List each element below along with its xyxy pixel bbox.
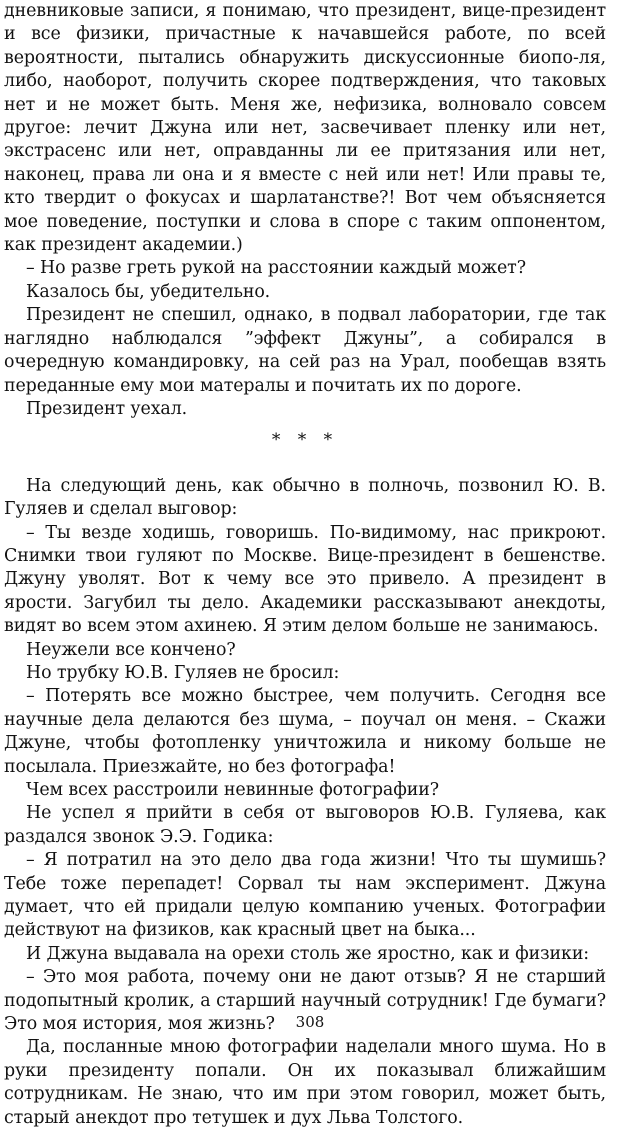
- paragraph: – Я потратил на это дело два года жизни! Что ты шумишь? Тебе тоже перепадет! Сорвал ты нам эксперимент. Джуна думает, что ей придали целую компанию ученых. Фотографии действуют на физиков, как красный цвет на быка...: [4, 850, 606, 941]
- section-separator: * * *: [271, 430, 339, 451]
- paragraph: Президент не спешил, однако, в подвал лаборатории, где так наглядно наблюдался ”эффект Джуны”, а собирался в очередную командировку, на сей раз на Урал, пообещав взять переданные ему мои матералы и почитать их по дороге.: [4, 305, 606, 396]
- paragraph: Президент уехал.: [26, 398, 188, 419]
- paragraph: – Ты везде ходишь, говоришь. По-видимому, нас прикроют. Снимки твои гуляют по Москве. Вице-президент в бешенстве. Джуну уволят. Вот к чему все это привело. А президент в ярости. Загубил ты дело. Академики рассказывают анекдоты, видят во всем этом ахинею. Я этим делом больше не занимаюсь.: [4, 522, 606, 637]
- paragraph: Неужели все кончено?: [26, 639, 236, 660]
- paragraph: На следующий день, как обычно в полночь, позвонил Ю. В. Гуляев и сделал выговор:: [4, 475, 606, 520]
- paragraph: Да, посланные мною фотографии наделали много шума. Но в руки президенту попали. Он их показывал ближайшим сотрудникам. Не знаю, что им при этом говорил, может быть, старый анекдот про тетушек и дух Льва Толстого.: [4, 1037, 606, 1128]
- paragraph: Казалось бы, убедительно.: [26, 281, 271, 302]
- text-block-before-separator: [4, 0, 606, 421]
- paragraph: – Это моя работа, почему они не дают отзыв? Я не старший подопытный кролик, а старший научный сотрудник! Где бумаги? Это моя история, моя жизнь?: [4, 967, 606, 1035]
- paragraph: Не успел я прийти в себя от выговоров Ю.В. Гуляева, как раздался звонок Э.Э. Годика:: [4, 803, 606, 847]
- page-number: 308: [295, 1013, 325, 1031]
- paragraph: И Джуна выдавала на орехи столь же яростно, как и физики:: [26, 943, 590, 964]
- paragraph: Но трубку Ю.В. Гуляев не бросил:: [26, 662, 340, 683]
- paragraph: дневниковые записи, я понимаю, что президент, вице-президент и все физики, причастные к начавшейся работе, по всей вероятности, пытались обнаружить дискуссионные биопо-ля, либо, наоборот, получить скорее подтверждения, что таковых нет и не может быть. Меня же, нефизика, волновало совсем другое: лечит Джуна или нет, засвечивает пленку или нет, экстрасенс или нет, оправданны ли ее притязания или нет, наконец, права ли она и я вместе с ней или нет! Или правы те, кто твердит о фокусах и шарлатанстве?! Вот чем объясняется мое поведение, поступки и слова в споре с таким оппонентом, как президент академии.): [4, 1, 606, 256]
- page-body: [4, 0, 606, 1130]
- paragraph: – Потерять все можно быстрее, чем получить. Сегодня все научные дела делаются без шума, – поучал он меня. – Скажи Джуне, чтобы фотопленку уничтожила и никому больше не посылала. Приезжайте, но без фотографа!: [4, 686, 606, 777]
- paragraph: – Но разве греть рукой на расстоянии каждый может?: [26, 258, 526, 279]
- paragraph: Чем всех расстроили невинные фотографии?: [26, 780, 439, 800]
